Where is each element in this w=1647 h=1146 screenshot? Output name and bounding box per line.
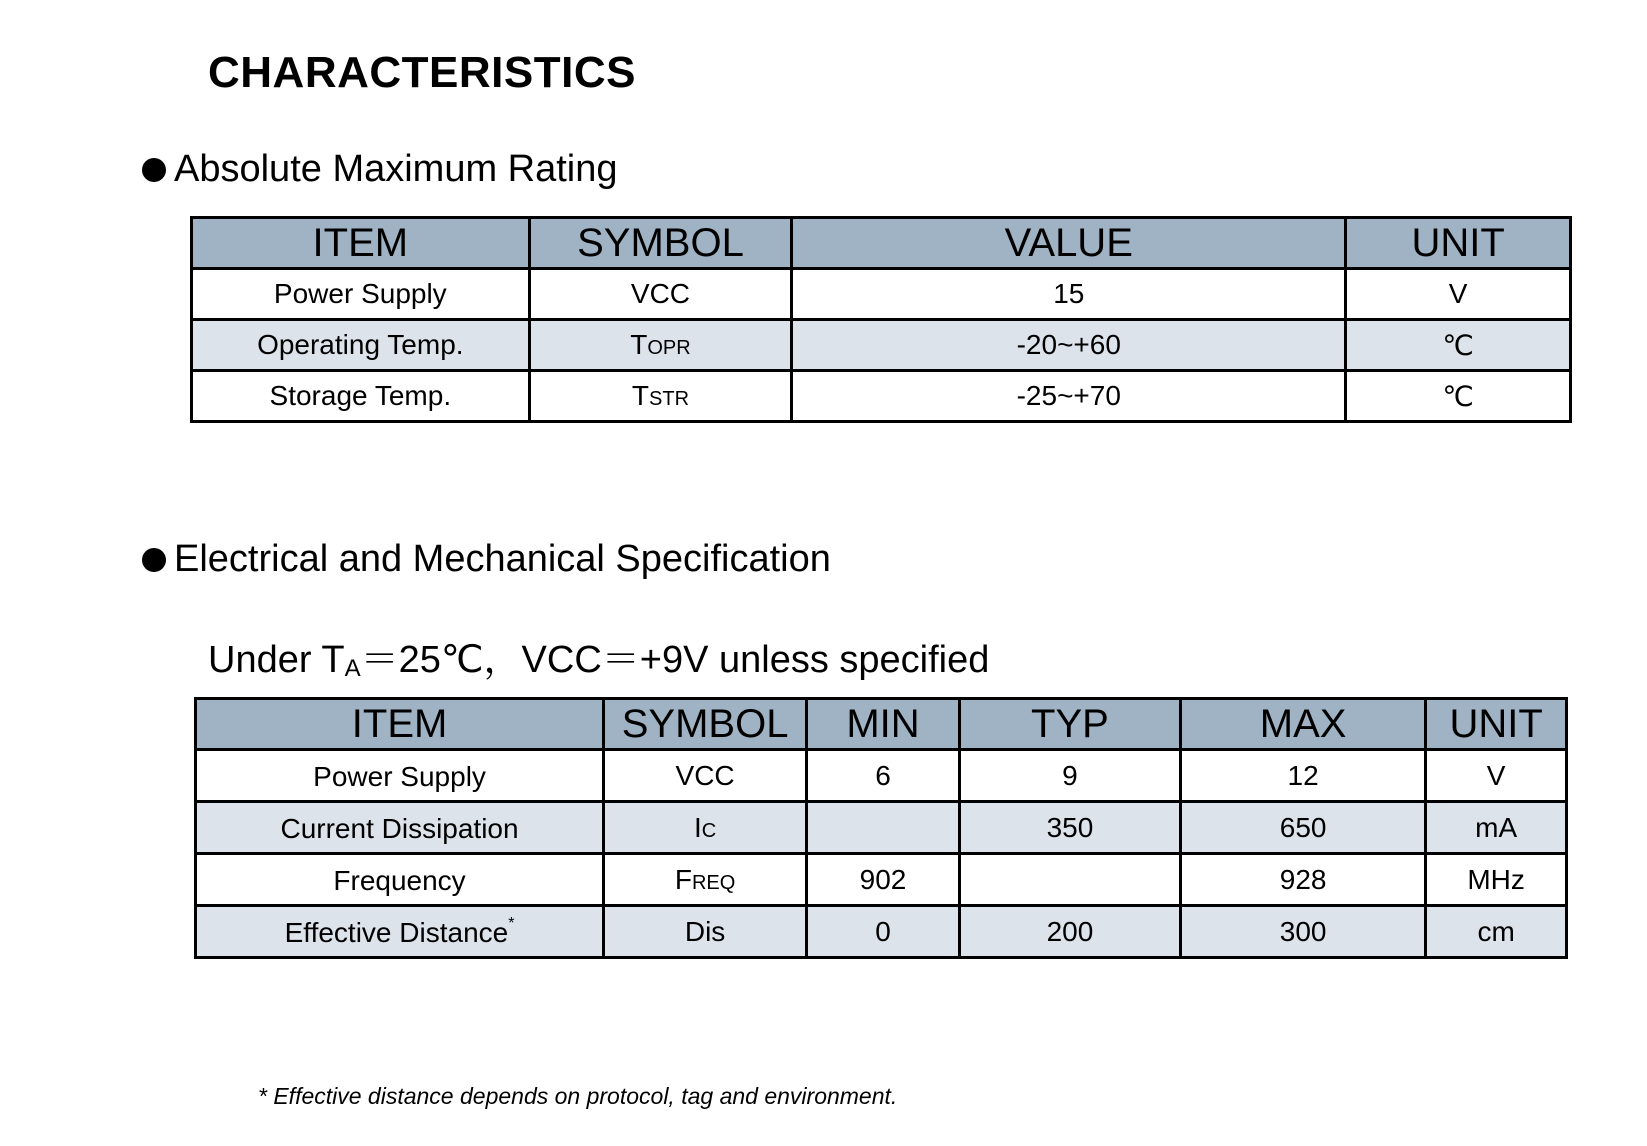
table-row — [196, 906, 1567, 958]
col-header-symbol: SYMBOL — [529, 218, 792, 269]
symbol-main: F — [674, 863, 692, 895]
cell-symbol — [604, 750, 807, 802]
table-header-row — [192, 218, 1571, 269]
table-row — [192, 320, 1571, 371]
table-row — [192, 269, 1571, 320]
cell-typ: 350 — [959, 802, 1180, 854]
cell-max: 12 — [1181, 750, 1426, 802]
cell-unit: V — [1426, 750, 1567, 802]
cell-max: 928 — [1181, 854, 1426, 906]
symbol-subscript: OPR — [647, 337, 691, 359]
table-row — [192, 371, 1571, 422]
cell-value: 15 — [792, 269, 1346, 320]
cell-unit: MHz — [1426, 854, 1567, 906]
table-row — [196, 802, 1567, 854]
cell-symbol — [529, 320, 792, 371]
col-header-value: VALUE — [792, 218, 1346, 269]
item-label: Frequency — [333, 864, 466, 896]
cell-unit: ℃ — [1346, 371, 1571, 422]
cell-min — [807, 802, 960, 854]
symbol-subscript: REQ — [691, 871, 736, 894]
section-heading-electrical — [142, 538, 831, 581]
item-label: Effective Distance — [284, 916, 509, 948]
col-header-min: MIN — [807, 699, 960, 750]
col-header-unit: UNIT — [1346, 218, 1571, 269]
cell-value: -20~+60 — [792, 320, 1346, 371]
col-header-max: MAX — [1181, 699, 1426, 750]
cell-unit: mA — [1426, 802, 1567, 854]
footnote-marker: * — [508, 914, 515, 932]
cell-min: 6 — [807, 750, 960, 802]
col-header-typ: TYP — [959, 699, 1180, 750]
symbol-main: VCC — [675, 759, 735, 791]
cell-min: 0 — [807, 906, 960, 958]
cell-item — [196, 854, 604, 906]
cell-item: Storage Temp. — [192, 371, 530, 422]
table-row — [196, 750, 1567, 802]
cell-symbol — [604, 854, 807, 906]
condition-post: ＝25℃，VCC＝+9V unless specified — [360, 639, 990, 681]
cell-unit: V — [1346, 269, 1571, 320]
symbol-main: I — [693, 811, 702, 843]
page-title: CHARACTERISTICS — [208, 48, 636, 97]
cell-typ — [959, 854, 1180, 906]
cell-item: Operating Temp. — [192, 320, 530, 371]
symbol-main: VCC — [630, 278, 691, 309]
table-header-row — [196, 699, 1567, 750]
symbol-main: Dis — [684, 915, 726, 947]
bullet-icon — [142, 548, 166, 572]
bullet-icon — [142, 158, 166, 182]
test-conditions — [208, 628, 989, 683]
table-row — [196, 854, 1567, 906]
footnote: * Effective distance depends on protocol, tag and environment. — [258, 1083, 898, 1109]
cell-max: 300 — [1181, 906, 1426, 958]
col-header-symbol: SYMBOL — [604, 699, 807, 750]
cell-min: 902 — [807, 854, 960, 906]
electrical-spec-table — [194, 697, 1568, 959]
section-heading-absolute-max — [142, 148, 618, 191]
cell-unit: ℃ — [1346, 320, 1571, 371]
cell-typ: 9 — [959, 750, 1180, 802]
cell-symbol — [604, 906, 807, 958]
cell-max: 650 — [1181, 802, 1426, 854]
condition-pre: Under T — [208, 639, 345, 681]
symbol-main: T — [631, 380, 650, 411]
symbol-subscript: C — [701, 819, 717, 842]
cell-typ: 200 — [959, 906, 1180, 958]
cell-item — [196, 750, 604, 802]
cell-symbol — [529, 371, 792, 422]
symbol-main: T — [630, 329, 648, 360]
section-heading-label: Absolute Maximum Rating — [174, 148, 618, 190]
symbol-subscript: STR — [649, 388, 690, 410]
cell-item: Power Supply — [192, 269, 530, 320]
cell-symbol — [529, 269, 792, 320]
cell-item — [196, 906, 604, 958]
col-header-item: ITEM — [192, 218, 530, 269]
cell-unit: cm — [1426, 906, 1567, 958]
cell-symbol — [604, 802, 807, 854]
section-heading-label: Electrical and Mechanical Specification — [174, 538, 831, 580]
item-label: Power Supply — [313, 760, 486, 792]
col-header-unit: UNIT — [1426, 699, 1567, 750]
cell-item — [196, 802, 604, 854]
condition-subscript: A — [344, 655, 361, 682]
item-label: Current Dissipation — [280, 812, 519, 844]
col-header-item: ITEM — [196, 699, 604, 750]
absolute-max-rating-table — [190, 216, 1572, 423]
cell-value: -25~+70 — [792, 371, 1346, 422]
